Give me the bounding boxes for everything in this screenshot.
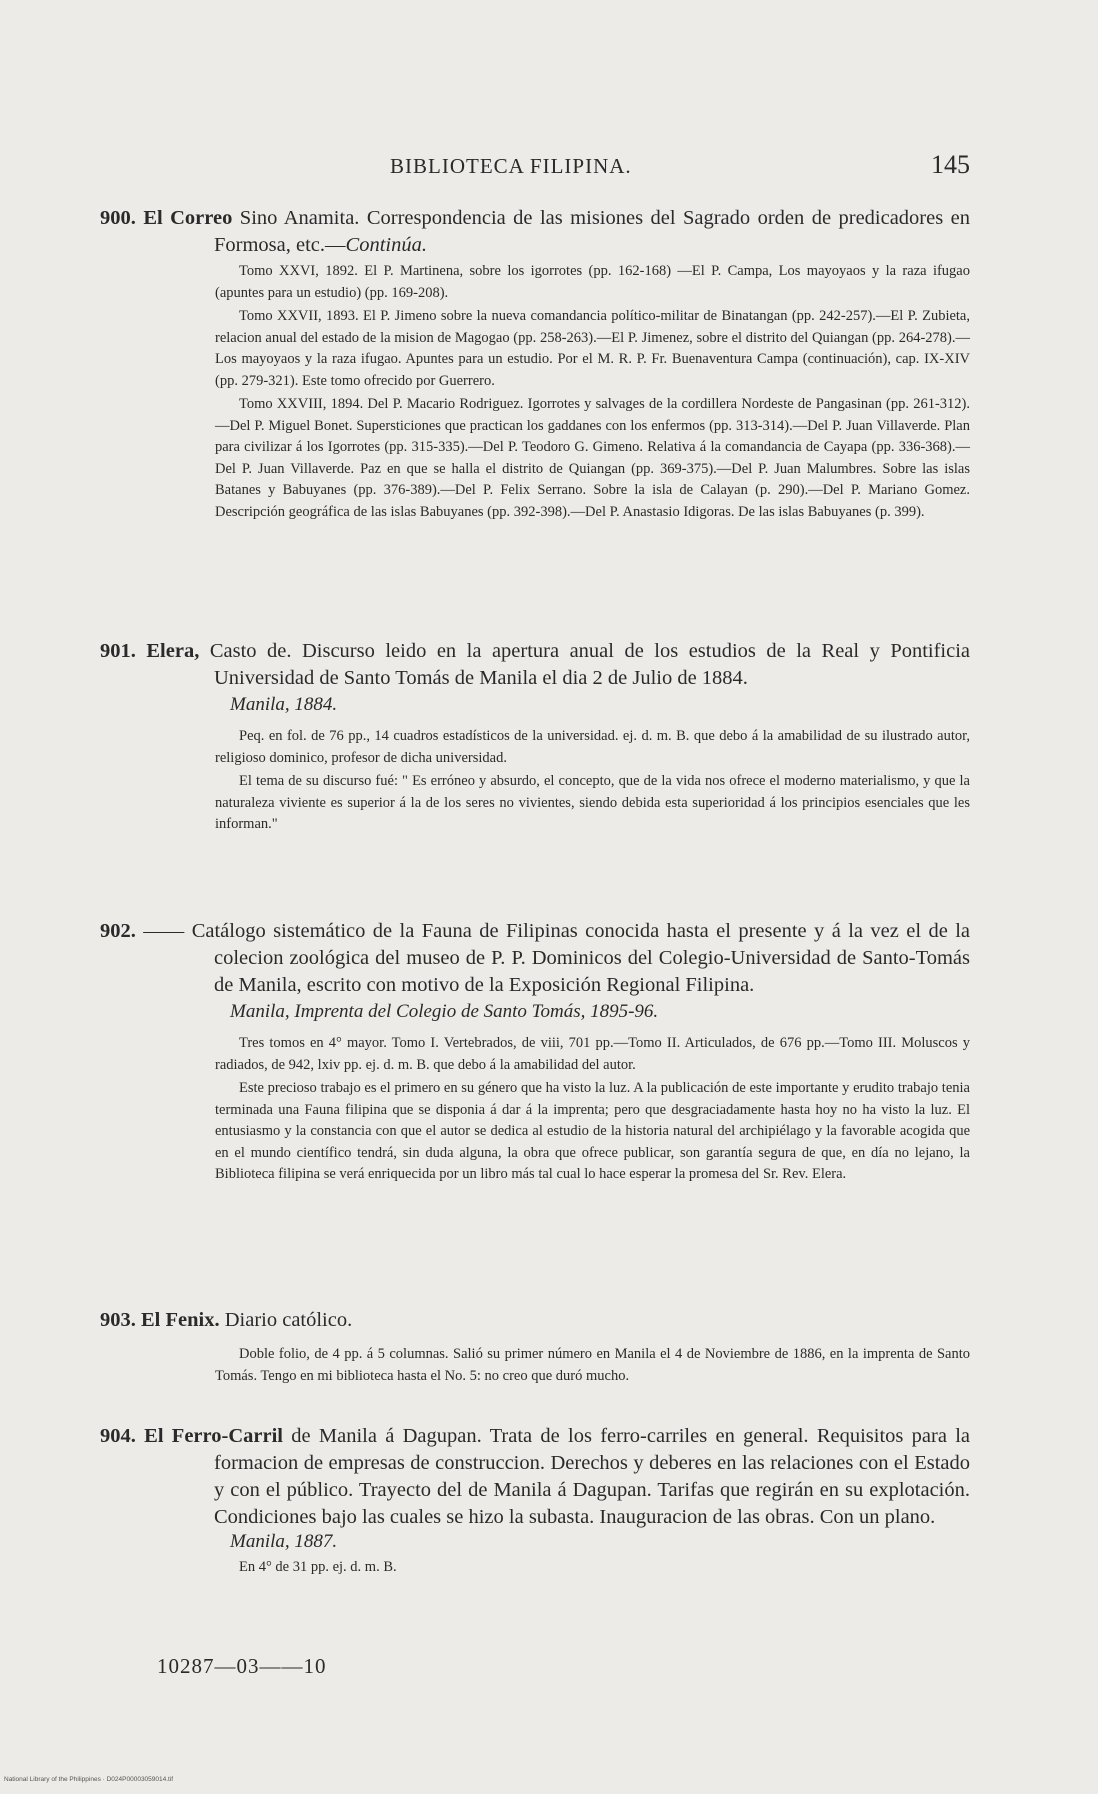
entry-name: El Fenix. [141,1309,220,1331]
continua-text: Continúa. [345,234,427,256]
imprint: Manila, Imprenta del Colegio de Santo Tomás, 1895-96. [230,1001,659,1022]
entry-name: Elera, [146,640,200,662]
printer-signature: 10287—03——10 [157,1654,327,1678]
imprint: Manila, 1887. [230,1531,338,1552]
note-paragraph: Tomo XXVIII, 1894. Del P. Macario Rodriguez. Igorrotes y salvages de la cordillera Nordeste de Pangasinan (pp. 261-312).—Del P. Miguel Bonet. Supersticiones que practican los gaddanes con los enfermos (pp. 313-314).—Del P. Juan Villaverde. Plan para civilizar á los Igorrotes (pp. 315-335).—Del P. Teodoro G. Gimeno. Relativa á la comandancia de Cayapa (pp. 336-368).—Del P. Juan Villaverde. Paz en que se halla el distrito de Quiangan (pp. 369-375).—Del P. Juan Malumbres. Sobre las islas Batanes y Babuyanes (pp. 376-389).—Del P. Felix Serrano. Sobre la isla de Calayan (p. 290).—Del P. Mariano Gomez. Descripción geográfica de las islas Babuyanes (pp. 392-398).—Del P. Anastasio Idigoras. De las islas Babuyanes (p. 399). [215,396,970,520]
entry-number: 901. [100,640,136,662]
note-paragraph: Tres tomos en 4° mayor. Tomo I. Vertebrados, de viii, 701 pp.—Tomo II. Articulados, de 676 pp.—Tomo III. Moluscos y radiados, de 942, lxiv pp. ej. d. m. B. que debo á la amabilidad del autor. [215,1035,970,1073]
entry-number: 900. [100,207,136,229]
repeat-author-dash: —— [143,920,185,942]
library-watermark-line: National Library of the Philippines · D024P00003059014.tif [4,1776,174,1783]
entry-903 [100,1307,970,1387]
entry-901 [100,638,970,836]
page-number: 145 [931,150,970,179]
note-paragraph: El tema de su discurso fué: " Es erróneo y absurdo, el concepto, que de la vida nos ofrece el moderno materialismo, y que la naturaleza viviente es superior á la de los seres no vivientes, siendo debida esta superioridad á los principios esenciales que les informan." [215,773,970,832]
note-paragraph: En 4° de 31 pp. ej. d. m. B. [239,1559,397,1575]
entry-title: Casto de. Discurso leido en la apertura anual de los estudios de la Real y Pontificia Universidad de Santo Tomás de Manila el dia 2 de Julio de 1884. [209,640,971,689]
note-paragraph: Tomo XXVI, 1892. El P. Martinena, sobre los igorrotes (pp. 162-168) —El P. Campa, Los mayoyaos y la raza ifugao (apuntes para un estudio) (pp. 169-208). [215,263,970,301]
entry-title: Diario católico. [224,1309,353,1331]
entry-number: 903. [100,1309,136,1331]
running-title: BIBLIOTECA FILIPINA. [390,154,632,178]
entry-title: Sino Anamita. Correspondencia de las misiones del Sagrado orden de predicadores en Formosa, etc.— [214,207,970,256]
note-paragraph: Doble folio, de 4 pp. á 5 columnas. Salió su primer número en Manila el 4 de Noviembre de 1886, en la imprenta de Santo Tomás. Tengo en mi biblioteca hasta el No. 5: no creo que duró mucho. [215,1346,970,1384]
note-paragraph: Este precioso trabajo es el primero en su género que ha visto la luz. A la publicación de este importante y erudito trabajo tenia terminada una Fauna filipina que se disponia á dar á la imprenta; pero que desgraciadamente hasta hoy no ha visto la luz. El entusiasmo y la constancia con que el autor se dedica al estudio de la historia natural del archipiélago y la favorable acogida que en el mundo científico tendrá, sin duda alguna, la obra que ofrece publicar, son garantía segura de que, en día no lejano, la Biblioteca filipina se verá enriquecida por un libro más tal cual lo hace esperar la promesa del Sr. Rev. Elera. [215,1080,970,1182]
imprint: Manila, 1884. [230,694,338,715]
entry-number: 902. [100,920,136,942]
entry-title: de Manila á Dagupan. Trata de los ferro-carriles en general. Requisitos para la formacion de empresas de construccion. Derechos y deberes en las relaciones con el Estado y con el público. Trayecto del de Manila á Dagupan. Tarifas que regirán en su explotación. Condiciones bajo las cuales se hizo la subasta. Inauguracion de las obras. Con un plano. [214,1425,971,1528]
entry-name: El Ferro-Carril [144,1425,283,1447]
running-header [370,150,970,190]
entry-902 [100,918,970,1186]
note-paragraph: Tomo XXVII, 1893. El P. Jimeno sobre la nueva comandancia político-militar de Binatangan (pp. 242-257).—El P. Zubieta, relacion anual del estado de la mision de Magogao (pp. 258-263).—El P. Jimenez, sobre el distrito del Quiangan (pp. 264-278).—Los mayoyaos y la raza ifugao. Apuntes para un estudio. Por el M. R. P. Fr. Buenaventura Campa (continuación), cap. IX-XIV (pp. 279-321). Este tomo ofrecido por Guerrero. [215,308,970,389]
entry-900 [100,205,970,523]
entry-904 [100,1423,970,1579]
entry-title: Catálogo sistemático de la Fauna de Filipinas conocida hasta el presente y á la vez el de la colecion zoológica del museo de P. P. Dominicos del Colegio-Universidad de Santo-Tomás de Manila, escrito con motivo de la Exposición Regional Filipina. [191,920,971,996]
entry-name: El Correo [143,207,233,229]
note-paragraph: Peq. en fol. de 76 pp., 14 cuadros estadísticos de la universidad. ej. d. m. B. que debo á la amabilidad de su ilustrado autor, religioso dominico, profesor de dicha universidad. [215,728,970,766]
entry-number: 904. [100,1425,136,1447]
